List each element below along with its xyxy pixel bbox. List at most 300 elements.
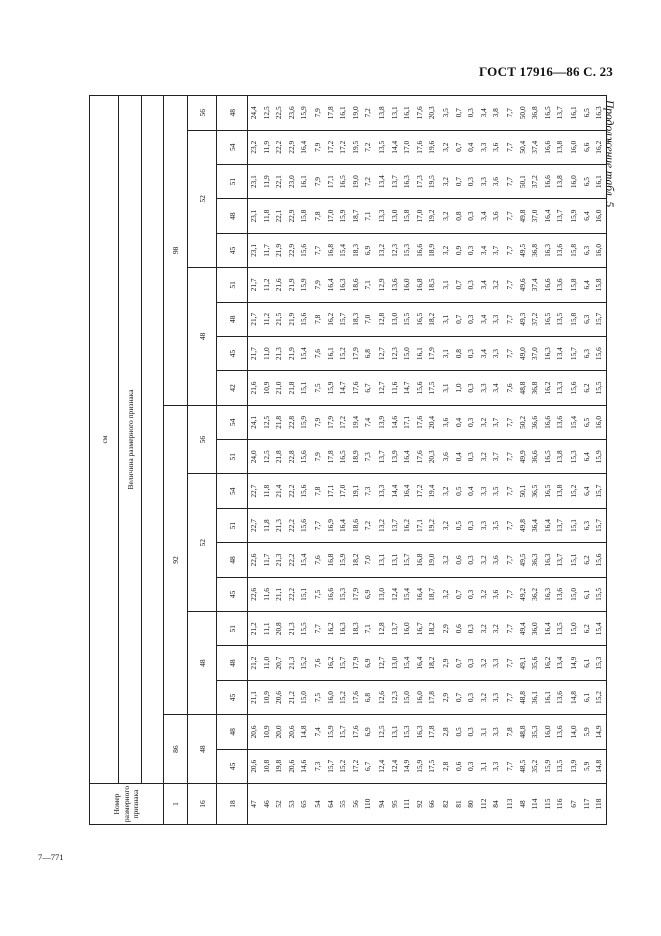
value-cell: 7,6 [504, 371, 517, 405]
value-cell: 7,7 [504, 543, 517, 577]
value-cell: 18,9 [426, 233, 440, 267]
value-cell: 15,1 [568, 508, 581, 542]
value-cell: 16,1 [401, 96, 414, 131]
value-cell: 16,4 [414, 646, 427, 680]
value-cell: 22,2 [286, 508, 299, 542]
table-row [517, 96, 530, 825]
value-cell: 21,6 [273, 268, 286, 302]
value-cell: 6,2 [581, 612, 594, 646]
value-cell: 7,1 [362, 612, 376, 646]
value-cell: 15,8 [298, 199, 312, 233]
value-cell: 7,0 [362, 302, 376, 336]
value-cell: 11,8 [261, 199, 274, 233]
value-cell: 16,1 [325, 336, 338, 370]
value-cell: 6,9 [362, 715, 376, 749]
value-cell: 11,9 [261, 164, 274, 198]
value-cell: 21,7 [248, 336, 261, 370]
value-cell: 7,3 [312, 749, 325, 783]
value-cell: 20,6 [273, 680, 286, 714]
value-cell: 21,9 [286, 268, 299, 302]
value-cell: 13,5 [554, 749, 568, 783]
value-cell: 15,4 [568, 405, 581, 439]
table-row [453, 96, 466, 825]
value-cell: 15,8 [568, 233, 581, 267]
value-cell: 20,4 [426, 405, 440, 439]
value-cell: 21,0 [273, 371, 286, 405]
value-cell: 15,6 [298, 508, 312, 542]
value-cell: 7,7 [504, 96, 517, 131]
value-cell: 3,5 [440, 96, 453, 131]
value-cell: 3,2 [440, 164, 453, 198]
value-cell: 49,2 [517, 577, 530, 611]
value-cell: 7,7 [504, 302, 517, 336]
value-cell: 13,6 [389, 268, 402, 302]
value-cell: 7,9 [312, 268, 325, 302]
value-cell: 13,8 [554, 440, 568, 474]
sign-number-cell: 67 [568, 784, 581, 825]
value-cell: 0,3 [465, 233, 478, 267]
col-header-cell: 48 [188, 268, 217, 406]
value-cell: 0,6 [453, 612, 466, 646]
value-cell: 6,6 [581, 130, 594, 164]
value-cell: 37,0 [529, 199, 542, 233]
value-cell: 6,1 [581, 577, 594, 611]
value-cell: 22,2 [286, 577, 299, 611]
sign-number-cell: 112 [478, 784, 491, 825]
value-cell: 0,4 [465, 130, 478, 164]
value-cell: 13,1 [389, 96, 402, 131]
value-cell: 12,7 [376, 371, 389, 405]
sign-number-cell: 82 [440, 784, 453, 825]
value-cell: 19,1 [350, 474, 363, 508]
value-cell: 35,3 [529, 715, 542, 749]
value-cell: 6,2 [581, 543, 594, 577]
value-cell: 50,2 [517, 405, 530, 439]
value-cell: 16,3 [337, 268, 350, 302]
value-cell: 15,4 [337, 233, 350, 267]
value-cell: 0,3 [465, 508, 478, 542]
col-header-cell: 54 [217, 474, 248, 508]
value-cell: 17,2 [414, 474, 427, 508]
col-header-cell: 45 [217, 336, 248, 370]
value-cell: 17,9 [350, 336, 363, 370]
value-cell: 16,2 [401, 508, 414, 542]
value-cell: 3,4 [478, 199, 491, 233]
value-cell: 18,7 [350, 199, 363, 233]
value-cell: 18,6 [350, 508, 363, 542]
value-cell: 21,2 [248, 646, 261, 680]
value-cell: 17,0 [325, 199, 338, 233]
value-cell: 7,5 [312, 680, 325, 714]
col-header-cell: 56 [188, 96, 217, 131]
value-cell: 6,3 [581, 336, 594, 370]
value-cell: 15,0 [401, 336, 414, 370]
value-cell: 16,5 [542, 474, 555, 508]
value-cell: 0,3 [465, 302, 478, 336]
value-cell: 13,8 [554, 474, 568, 508]
value-cell: 13,1 [389, 543, 402, 577]
value-cell: 13,6 [554, 268, 568, 302]
value-cell: 18,9 [350, 440, 363, 474]
value-cell: 3,7 [490, 440, 504, 474]
value-cell: 15,9 [298, 96, 312, 131]
value-cell: 12,5 [376, 715, 389, 749]
value-cell: 13,7 [389, 612, 402, 646]
value-cell: 14,8 [568, 680, 581, 714]
value-cell: 16,6 [542, 268, 555, 302]
value-cell: 3,6 [490, 130, 504, 164]
value-cell: 3,3 [478, 164, 491, 198]
value-cell: 15,5 [593, 577, 606, 611]
value-cell: 23,1 [248, 199, 261, 233]
value-cell: 22,7 [248, 474, 261, 508]
value-cell: 13,0 [389, 199, 402, 233]
value-cell: 7,3 [362, 440, 376, 474]
table-row [440, 96, 453, 825]
value-cell: 17,8 [426, 680, 440, 714]
value-cell: 19,5 [350, 130, 363, 164]
sign-number-cell: 110 [362, 784, 376, 825]
value-cell: 7,9 [312, 405, 325, 439]
size-table [89, 95, 607, 825]
value-cell: 16,2 [325, 612, 338, 646]
col-header-cell: 45 [217, 749, 248, 783]
value-cell: 3,5 [490, 474, 504, 508]
value-cell: 21,3 [273, 508, 286, 542]
col-header-cell: 16 [188, 784, 217, 825]
value-cell: 3,7 [490, 405, 504, 439]
value-cell: 3,5 [490, 508, 504, 542]
value-cell: 21,3 [273, 543, 286, 577]
table-row [273, 96, 286, 825]
value-cell: 14,8 [593, 749, 606, 783]
value-cell: 7,6 [312, 336, 325, 370]
table-row [426, 96, 440, 825]
sign-number-cell: 56 [350, 784, 363, 825]
value-cell: 6,4 [581, 268, 594, 302]
value-cell: 22,2 [286, 543, 299, 577]
value-cell: 13,4 [376, 164, 389, 198]
value-cell: 6,8 [362, 336, 376, 370]
sign-number-cell: 115 [542, 784, 555, 825]
value-header: Величина размерного признака [119, 96, 142, 784]
table-row [261, 96, 274, 825]
col-header-cell: 48 [217, 543, 248, 577]
value-cell: 37,2 [529, 302, 542, 336]
value-cell: 12,3 [389, 680, 402, 714]
value-cell: 0,3 [465, 749, 478, 783]
value-cell: 17,1 [401, 405, 414, 439]
value-cell: 0,3 [465, 680, 478, 714]
value-cell: 12,4 [389, 749, 402, 783]
value-cell: 21,8 [286, 371, 299, 405]
value-cell: 3,3 [490, 680, 504, 714]
table-row [298, 96, 312, 825]
value-cell: 16,8 [325, 543, 338, 577]
value-cell: 14,7 [337, 371, 350, 405]
value-cell: 15,5 [593, 371, 606, 405]
value-cell: 6,8 [362, 680, 376, 714]
value-cell: 17,6 [414, 130, 427, 164]
value-cell: 12,8 [376, 612, 389, 646]
value-cell: 16,8 [414, 268, 427, 302]
value-cell: 6,3 [581, 233, 594, 267]
value-cell: 0,3 [465, 646, 478, 680]
value-cell: 18,6 [350, 268, 363, 302]
value-cell: 0,3 [465, 577, 478, 611]
value-cell: 23,0 [286, 164, 299, 198]
value-cell: 36,8 [529, 96, 542, 131]
value-cell: 13,7 [554, 508, 568, 542]
value-cell: 21,2 [286, 680, 299, 714]
table-row [248, 96, 261, 825]
table-row [568, 96, 581, 825]
value-cell: 14,9 [568, 646, 581, 680]
value-cell: 16,1 [414, 336, 427, 370]
value-cell: 6,4 [581, 199, 594, 233]
value-cell: 21,2 [248, 612, 261, 646]
page-header: ГОСТ 17916—86 С. 23 [479, 64, 613, 79]
value-cell: 49,4 [517, 612, 530, 646]
value-cell: 13,2 [376, 508, 389, 542]
col-header-cell: 48 [217, 715, 248, 749]
value-cell: 36,0 [529, 612, 542, 646]
value-cell: 12,3 [389, 336, 402, 370]
sign-number-cell: 52 [273, 784, 286, 825]
value-cell: 6,4 [581, 474, 594, 508]
value-cell: 19,8 [273, 749, 286, 783]
value-cell: 16,6 [542, 130, 555, 164]
value-cell: 16,1 [337, 96, 350, 131]
value-cell: 17,6 [414, 96, 427, 131]
value-cell: 49,0 [517, 336, 530, 370]
value-cell: 13,0 [376, 577, 389, 611]
value-cell: 16,1 [542, 680, 555, 714]
table-row [529, 96, 542, 825]
value-cell: 13,3 [376, 199, 389, 233]
value-cell: 11,6 [261, 577, 274, 611]
value-cell: 17,2 [337, 130, 350, 164]
value-cell: 19,6 [426, 130, 440, 164]
value-cell: 16,3 [542, 233, 555, 267]
value-cell: 7,7 [504, 405, 517, 439]
value-cell: 17,6 [350, 371, 363, 405]
value-cell: 22,8 [286, 440, 299, 474]
value-cell: 18,7 [426, 577, 440, 611]
value-cell: 7,1 [362, 268, 376, 302]
value-cell: 6,3 [581, 508, 594, 542]
value-cell: 16,1 [298, 164, 312, 198]
value-cell: 7,6 [312, 646, 325, 680]
sign-number-cell: 95 [389, 784, 402, 825]
value-cell: 12,9 [376, 268, 389, 302]
value-cell: 15,2 [593, 680, 606, 714]
sign-number-cell: 111 [401, 784, 414, 825]
value-cell: 16,8 [414, 543, 427, 577]
value-cell: 6,7 [362, 749, 376, 783]
value-cell: 23,6 [286, 96, 299, 131]
unit-header: см [90, 96, 119, 784]
value-cell: 21,9 [273, 233, 286, 267]
value-cell: 1,0 [453, 371, 466, 405]
value-cell: 12,8 [376, 302, 389, 336]
value-cell: 15,0 [568, 577, 581, 611]
value-cell: 24,4 [248, 96, 261, 131]
value-cell: 15,6 [298, 233, 312, 267]
value-cell: 7,4 [312, 715, 325, 749]
value-cell: 21,1 [273, 577, 286, 611]
value-cell: 0,3 [465, 715, 478, 749]
sign-number-cell: 92 [414, 784, 427, 825]
value-cell: 17,9 [350, 577, 363, 611]
value-cell: 15,1 [298, 371, 312, 405]
value-cell: 13,6 [554, 405, 568, 439]
value-cell: 17,0 [337, 474, 350, 508]
value-cell: 7,7 [504, 577, 517, 611]
value-cell: 16,3 [414, 715, 427, 749]
value-cell: 15,6 [593, 543, 606, 577]
table-row [490, 96, 504, 825]
value-cell: 36,1 [529, 680, 542, 714]
value-cell: 19,4 [426, 474, 440, 508]
value-cell: 0,7 [453, 302, 466, 336]
sign-number-cell: 46 [261, 784, 274, 825]
value-cell: 19,0 [350, 96, 363, 131]
value-cell: 3,8 [490, 96, 504, 131]
value-cell: 23,2 [248, 130, 261, 164]
value-cell: 12,5 [261, 440, 274, 474]
value-cell: 36,4 [529, 508, 542, 542]
value-cell: 49,5 [517, 543, 530, 577]
col-header-cell: 56 [188, 405, 217, 474]
sign-number-cell: 80 [465, 784, 478, 825]
value-cell: 0,7 [453, 164, 466, 198]
col-header-cell: 48 [217, 302, 248, 336]
value-cell: 16,5 [542, 96, 555, 131]
value-cell: 3,2 [440, 508, 453, 542]
value-cell: 13,6 [554, 715, 568, 749]
value-cell: 2,9 [440, 680, 453, 714]
page-footer-code: 7—771 [38, 852, 64, 862]
value-cell: 15,0 [568, 612, 581, 646]
value-cell: 12,5 [261, 96, 274, 131]
col-header-cell: 54 [217, 405, 248, 439]
table-continuation-caption: Продолжение табл. 5 [603, 100, 615, 208]
value-cell: 22,7 [248, 508, 261, 542]
value-cell: 13,4 [554, 336, 568, 370]
value-cell: 15,3 [568, 440, 581, 474]
sign-number-cell: 94 [376, 784, 389, 825]
value-cell: 3,2 [440, 474, 453, 508]
value-cell: 7,8 [312, 474, 325, 508]
value-cell: 11,0 [261, 336, 274, 370]
value-cell: 20,0 [273, 715, 286, 749]
value-cell: 0,7 [453, 130, 466, 164]
value-cell: 17,1 [414, 508, 427, 542]
value-cell: 3,1 [440, 371, 453, 405]
value-cell: 18,2 [350, 543, 363, 577]
value-cell: 15,1 [568, 543, 581, 577]
value-cell: 16,0 [593, 199, 606, 233]
value-cell: 12,6 [376, 680, 389, 714]
col-header-cell: 45 [217, 233, 248, 267]
value-cell: 0,9 [453, 233, 466, 267]
table-row [414, 96, 427, 825]
value-cell: 15,9 [337, 543, 350, 577]
value-cell: 15,7 [593, 474, 606, 508]
value-cell: 17,8 [325, 440, 338, 474]
value-cell: 3,3 [490, 336, 504, 370]
value-cell: 3,2 [478, 405, 491, 439]
value-cell: 16,3 [401, 164, 414, 198]
value-cell: 18,2 [426, 302, 440, 336]
sign-number-cell: 65 [298, 784, 312, 825]
value-cell: 0,3 [465, 199, 478, 233]
value-cell: 17,5 [426, 371, 440, 405]
value-cell: 14,7 [401, 371, 414, 405]
value-cell: 17,8 [325, 96, 338, 131]
value-cell: 16,4 [542, 508, 555, 542]
value-cell: 21,9 [286, 302, 299, 336]
value-cell: 17,2 [337, 405, 350, 439]
value-cell: 18,5 [426, 268, 440, 302]
value-cell: 6,4 [581, 440, 594, 474]
col-header-cell: 54 [217, 130, 248, 164]
value-cell: 16,0 [593, 405, 606, 439]
value-cell: 7,2 [362, 130, 376, 164]
value-cell: 15,6 [593, 336, 606, 370]
value-cell: 16,4 [298, 130, 312, 164]
value-cell: 16,2 [325, 646, 338, 680]
value-cell: 14,4 [389, 130, 402, 164]
value-cell: 3,3 [490, 302, 504, 336]
value-cell: 18,2 [426, 646, 440, 680]
value-cell: 7,2 [362, 508, 376, 542]
value-cell: 12,4 [376, 749, 389, 783]
value-cell: 15,9 [542, 749, 555, 783]
value-cell: 3,1 [478, 749, 491, 783]
value-cell: 24,0 [248, 440, 261, 474]
value-cell: 3,2 [490, 268, 504, 302]
value-cell: 15,4 [593, 612, 606, 646]
value-cell: 7,2 [362, 96, 376, 131]
value-cell: 0,3 [465, 440, 478, 474]
value-cell: 13,5 [554, 302, 568, 336]
value-cell: 16,4 [401, 440, 414, 474]
value-cell: 36,2 [529, 577, 542, 611]
value-cell: 0,7 [453, 96, 466, 131]
value-cell: 19,4 [350, 405, 363, 439]
value-cell: 21,7 [248, 302, 261, 336]
value-cell: 2,8 [440, 749, 453, 783]
value-cell: 3,6 [490, 543, 504, 577]
value-cell: 15,7 [568, 336, 581, 370]
value-cell: 15,4 [298, 543, 312, 577]
value-cell: 15,2 [337, 680, 350, 714]
value-cell: 0,4 [453, 405, 466, 439]
col-header-cell: 48 [217, 96, 248, 131]
value-cell: 7,9 [312, 164, 325, 198]
value-cell: 16,4 [337, 508, 350, 542]
sign-number-cell: 117 [581, 784, 594, 825]
value-cell: 49,8 [517, 508, 530, 542]
value-cell: 7,7 [504, 508, 517, 542]
col-header-cell: 1 [164, 784, 188, 825]
value-cell: 0,3 [465, 96, 478, 131]
value-cell: 0,3 [465, 405, 478, 439]
value-cell: 11,6 [389, 371, 402, 405]
col-header-cell: 48 [217, 646, 248, 680]
